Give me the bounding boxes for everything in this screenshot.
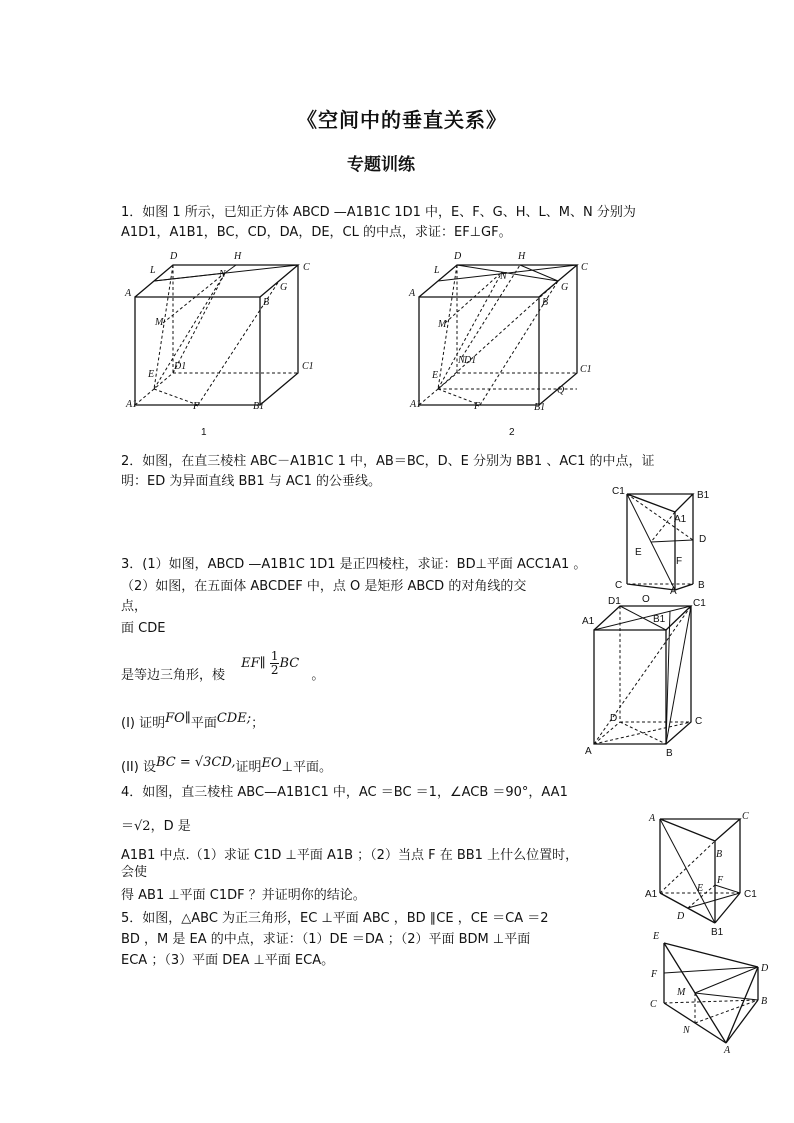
cube2-line-nh bbox=[462, 265, 520, 357]
label-f6-d: D bbox=[761, 963, 769, 974]
q3-text-line2: （2）如图，在五面体 ABCDEF 中，点 O 是矩形 ABCD 的对角线的交 bbox=[121, 579, 527, 594]
cube1-line-mn bbox=[163, 273, 225, 323]
poly6-hidden-nb bbox=[695, 1000, 758, 1023]
label-f6-m: M bbox=[677, 987, 686, 998]
label-f4-a: A bbox=[585, 746, 592, 757]
label-f3-b1: B1 bbox=[697, 490, 710, 501]
cube1-right-face bbox=[260, 265, 298, 405]
label-f4-d1: D1 bbox=[608, 596, 621, 607]
q4-text-line2 bbox=[121, 817, 191, 837]
figure-1-cube bbox=[118, 245, 328, 445]
label-f2-f: F bbox=[474, 401, 481, 412]
label-f2-e: E bbox=[432, 370, 439, 381]
q5-text-line1: 5．如图，△ABC 为正三角形，EC ⊥平面 ABC ，BD ∥CE ，CE ＝CA ＝2 bbox=[121, 911, 549, 926]
label-f3-d: D bbox=[699, 534, 707, 545]
label-f1-b1: B1 bbox=[253, 401, 265, 412]
label-f6-c: C bbox=[650, 999, 657, 1010]
label-f1-f: F bbox=[193, 401, 200, 412]
figure-6-polyhedron bbox=[640, 925, 780, 1060]
q3-part2-end: ⊥平面。 bbox=[281, 760, 332, 775]
label-f2-a: A bbox=[409, 288, 416, 299]
q3-line5-end: 。 bbox=[311, 668, 325, 683]
label-f4-c1: C1 bbox=[693, 598, 706, 609]
prism3-top-face bbox=[627, 494, 693, 512]
figure-5-right-prism bbox=[640, 805, 775, 937]
label-f5-f: F bbox=[717, 875, 724, 886]
poly6-line-mb bbox=[695, 993, 758, 1000]
q3-bc-symbol: BC bbox=[279, 656, 300, 671]
q1-text-line1: 1．如图 1 所示，已知正方体 ABCD —A1B1C 1D1 中，E、F、G、H、L、M、N 分别为 bbox=[121, 205, 636, 220]
label-f6-b: B bbox=[761, 996, 768, 1007]
prism5-top-face bbox=[660, 819, 740, 841]
label-f5-b: B bbox=[716, 849, 723, 860]
q4-text-line1: 4．如图，直三棱柱 ABC—A1B1C1 中，AC ＝BC ＝1，∠ACB ＝90°，AA1 bbox=[121, 785, 568, 800]
q4-text-line3: A1B1 中点.（1）求证 C1D ⊥平面 A1B ；（2）当点 F 在 BB1 上什么位置时， bbox=[121, 848, 579, 863]
cube1-line-en bbox=[154, 273, 225, 389]
label-f2-b1: B1 bbox=[534, 402, 546, 413]
q1-text-line2: A1D1，A1B1，BC，CD，DA，DE，CL 的中点，求证：EF⊥GF。 bbox=[121, 225, 512, 240]
prism5-base-b1c1 bbox=[715, 893, 740, 923]
figure-4-square-prism bbox=[580, 594, 710, 764]
label-f5-a: A bbox=[649, 813, 656, 824]
prism3-line-ed bbox=[651, 540, 693, 542]
label-f2-c: C bbox=[581, 262, 588, 273]
label-f3-a: A bbox=[670, 586, 677, 594]
label-f2-m: M bbox=[438, 319, 447, 330]
figure-3-prism bbox=[605, 482, 730, 594]
label-f4-c: C bbox=[695, 716, 703, 727]
label-f6-n: N bbox=[683, 1025, 690, 1036]
cube2-right-face bbox=[539, 265, 577, 405]
q3-text-line1: 3．(1）如图，ABCD —A1B1C 1D1 是正四棱柱，求证：BD⊥平面 ACC1A1 。 bbox=[121, 557, 587, 572]
cube2-line-en bbox=[438, 272, 502, 389]
label-f5-d: D bbox=[677, 911, 685, 922]
label-f5-b1: B1 bbox=[711, 927, 724, 937]
q2-text-line1: 2．如图，在直三棱柱 ABC－A1B1C 1 中，AB＝BC，D、E 分别为 BB1 、AC1 的中点，证 bbox=[121, 454, 655, 469]
q3-part1-plane: 平面 bbox=[190, 716, 217, 731]
prism5-line-a1b bbox=[660, 841, 715, 893]
figure-2-cube bbox=[402, 245, 612, 445]
label-f5-a1: A1 bbox=[645, 889, 658, 900]
label-f6-e: E bbox=[653, 931, 660, 942]
q3-part1-prefix: (I) 证明 bbox=[121, 716, 166, 731]
q3-part1-end: ； bbox=[251, 716, 265, 731]
cube1-line-ln bbox=[154, 273, 225, 281]
q5-text-line2: BD ，M 是 EA 的中点，求证：（1）DE ＝DA ；（2）平面 BDM ⊥平面 bbox=[121, 932, 531, 947]
prism5-line-fc1 bbox=[715, 885, 740, 893]
label-f2-h: H bbox=[518, 251, 526, 262]
label-f3-f: F bbox=[676, 556, 683, 567]
label-f4-b: B bbox=[666, 748, 673, 759]
cube2-top-face bbox=[419, 265, 577, 297]
figure-1-caption: 1 bbox=[201, 427, 207, 438]
label-f1-c: C bbox=[303, 262, 310, 273]
q3-part2-prove: 证明 bbox=[235, 760, 262, 775]
label-f1-d1: D1 bbox=[174, 361, 187, 372]
label-f2-a1: A1 bbox=[410, 399, 422, 410]
q5-text-line3: ECA ；（3）平面 DEA ⊥平面 ECA。 bbox=[121, 953, 335, 968]
label-f1-b: B bbox=[263, 297, 270, 308]
label-f1-c1: C1 bbox=[302, 361, 314, 372]
q3-part1-cde: CDE; bbox=[216, 711, 252, 726]
label-f1-a1: A1 bbox=[126, 399, 138, 410]
q3-fraction-denominator: 2 bbox=[270, 663, 279, 677]
label-f2-d: D bbox=[454, 251, 462, 262]
q3-text-line3: 点， bbox=[121, 599, 148, 614]
q3-text-line5 bbox=[121, 649, 325, 700]
label-f1-l: L bbox=[150, 265, 156, 276]
label-f1-a: A bbox=[125, 288, 132, 299]
label-f5-c1: C1 bbox=[744, 889, 757, 900]
label-f4-a1: A1 bbox=[582, 616, 595, 627]
prism3-line-a1e bbox=[651, 512, 675, 542]
label-f1-g: G bbox=[280, 282, 288, 293]
label-f2-n-top: N bbox=[500, 271, 507, 282]
label-f2-q: Q bbox=[557, 385, 565, 396]
prism3-base-ca bbox=[627, 584, 675, 590]
prism3-base-ab bbox=[675, 584, 693, 590]
label-f4-b1: B1 bbox=[653, 614, 666, 625]
label-f4-d: D bbox=[610, 713, 618, 724]
q3-part2 bbox=[121, 755, 332, 778]
label-f2-b: B bbox=[542, 297, 549, 308]
q3-part2-prefix: (II) 设 bbox=[121, 760, 156, 775]
q3-parallel-symbol: ∥ bbox=[259, 656, 266, 671]
cube1-line-ef bbox=[154, 389, 198, 405]
q3-part1-fo: FO∥ bbox=[165, 711, 191, 726]
q3-part2-eo: EO bbox=[261, 756, 282, 771]
label-f1-e: E bbox=[148, 369, 155, 380]
label-f2-n-mid: N bbox=[458, 355, 465, 366]
cube1-top-face bbox=[135, 265, 298, 297]
label-f5-e: E bbox=[697, 883, 704, 894]
cube1-line-d1n bbox=[173, 273, 225, 373]
label-f3-c1: C1 bbox=[612, 486, 625, 497]
label-f2-l: L bbox=[434, 265, 440, 276]
label-f3-b: B bbox=[698, 580, 705, 591]
q3-text-line4: 面 CDE bbox=[121, 621, 166, 636]
label-f6-f: F bbox=[651, 969, 658, 980]
q3-part2-equation: BC = √3CD, bbox=[155, 755, 236, 770]
cube2-line-dg bbox=[457, 265, 558, 281]
label-f3-a1: A1 bbox=[674, 514, 687, 525]
poly6-line-fd bbox=[664, 967, 758, 973]
q4-text-line4: 会使 bbox=[121, 865, 148, 880]
q4-line2-end: ，D 是 bbox=[150, 819, 191, 834]
prism5-line-dc1 bbox=[688, 893, 740, 908]
label-f3-e: E bbox=[635, 547, 642, 558]
label-f2-g: G bbox=[561, 282, 569, 293]
label-f5-c: C bbox=[742, 811, 749, 822]
label-f1-d: D bbox=[170, 251, 178, 262]
label-f2-d1: D1 bbox=[464, 355, 477, 366]
q3-line5-prefix: 是等边三角形，棱 bbox=[121, 668, 226, 683]
label-f1-h: H bbox=[234, 251, 242, 262]
label-f3-c: C bbox=[615, 580, 623, 591]
label-f6-a: A bbox=[724, 1045, 731, 1056]
label-f1-n: N bbox=[219, 269, 226, 280]
q3-part1 bbox=[121, 711, 265, 734]
q3-fraction-numerator: 1 bbox=[270, 649, 279, 663]
label-f2-c1: C1 bbox=[580, 364, 592, 375]
page-subtitle: 专题训练 bbox=[347, 155, 415, 175]
label-f1-m: M bbox=[155, 317, 164, 328]
q4-sqrt2: ＝√2 bbox=[121, 819, 151, 834]
poly6-edge-ed bbox=[664, 943, 758, 967]
q4-text-line5: 得 AB1 ⊥平面 C1DF ？并证明你的结论。 bbox=[121, 888, 366, 903]
q2-text-line2: 明：ED 为异面直线 BB1 与 AC1 的公垂线。 bbox=[121, 474, 382, 489]
figure-2-caption: 2 bbox=[509, 427, 515, 438]
label-f4-o: O bbox=[642, 594, 650, 605]
page-title: 《空间中的垂直关系》 bbox=[297, 108, 507, 132]
prism4-base-diag-ac bbox=[594, 722, 691, 744]
q3-ef-symbol: EF bbox=[241, 656, 260, 671]
